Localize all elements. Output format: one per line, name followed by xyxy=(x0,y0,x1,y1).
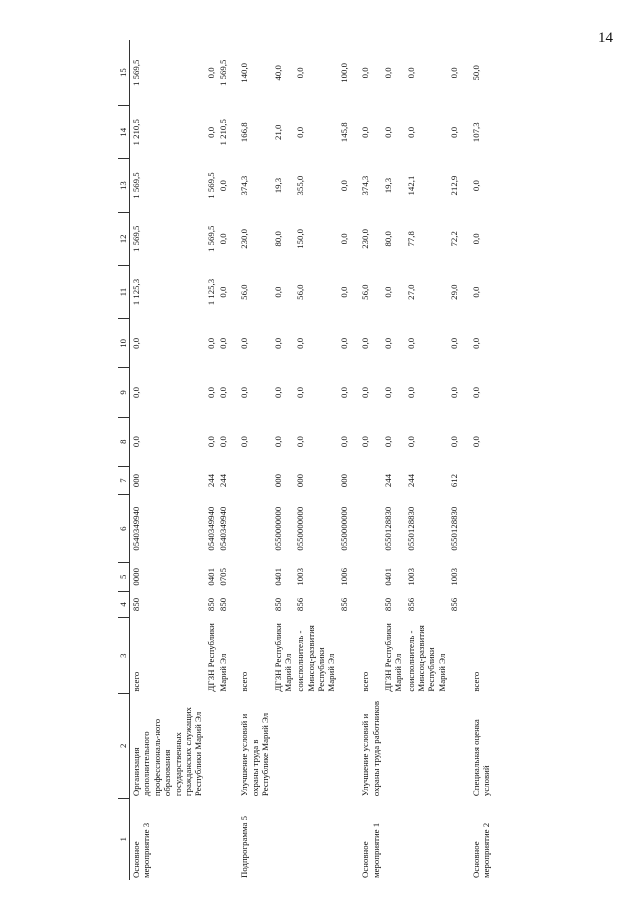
table-cell: 77,8 xyxy=(405,231,416,247)
table-cell: 0540349940 xyxy=(218,506,228,551)
table-cell: 0,0 xyxy=(218,337,228,349)
table-cell: 80,0 xyxy=(272,231,283,247)
table-cell: 0,0 xyxy=(131,436,141,448)
table-row xyxy=(272,40,295,880)
table-cell: 72,2 xyxy=(449,231,460,247)
table-cell xyxy=(405,694,449,798)
table-cell xyxy=(294,694,338,798)
table-cell: 0,0 xyxy=(470,233,481,245)
column-header: 2 xyxy=(118,694,130,798)
column-header: 13 xyxy=(118,159,130,212)
table-cell: 0,0 xyxy=(218,386,228,398)
table-cell: 0550000000 xyxy=(272,506,283,551)
table-cell: 0550128830 xyxy=(405,506,416,551)
table-cell xyxy=(272,694,295,798)
table-cell: 0,0 xyxy=(470,436,481,448)
budget-table xyxy=(118,40,492,880)
table-cell: Основное мероприятие 3 xyxy=(131,822,152,878)
table-cell xyxy=(382,798,405,880)
table-cell: 374,3 xyxy=(239,175,250,196)
column-header: 7 xyxy=(118,466,130,495)
table-cell: 0,0 xyxy=(382,337,393,349)
column-header: 4 xyxy=(118,591,130,618)
table-cell: 0,0 xyxy=(360,126,371,138)
table-cell: 612 xyxy=(449,473,460,488)
table-cell: 850 xyxy=(272,597,283,612)
table-cell: 244 xyxy=(205,473,216,488)
table-cell: 80,0 xyxy=(382,231,393,247)
table-cell: 000 xyxy=(295,473,306,488)
table-cell: 1 569,5 xyxy=(131,172,141,199)
table-cell: 0,0 xyxy=(470,386,481,398)
table-cell: 0,0 xyxy=(205,67,216,79)
table-cell: 0000 xyxy=(131,568,141,586)
column-header: 1 xyxy=(118,798,130,880)
table-cell: 244 xyxy=(405,473,416,488)
table-cell: 0,0 xyxy=(272,436,283,448)
table-cell: всего xyxy=(239,671,250,692)
table-cell: всего xyxy=(360,671,371,692)
table-row xyxy=(350,40,382,880)
table-cell: 856 xyxy=(405,597,416,612)
table-cell: 856 xyxy=(449,597,460,612)
table-cell xyxy=(338,694,350,798)
table-cell: Улучшение условий и охраны труда в Республике Марий Эл xyxy=(239,712,271,797)
table-cell xyxy=(461,466,493,495)
table-cell xyxy=(338,798,350,880)
table-cell: 150,0 xyxy=(295,228,306,249)
table-cell: Основное мероприятие 1 xyxy=(360,822,381,878)
table-cell: 1006 xyxy=(338,568,349,586)
table-cell xyxy=(461,562,493,591)
table-cell xyxy=(229,495,271,563)
table-cell xyxy=(338,618,350,694)
table-cell: Марий Эл xyxy=(218,653,228,692)
table-cell xyxy=(205,798,217,880)
page-number: 14 xyxy=(598,30,613,46)
table-cell: 244 xyxy=(382,473,393,488)
table-cell: 0,0 xyxy=(405,67,416,79)
table-cell: 0,0 xyxy=(205,386,216,398)
table-cell: 850 xyxy=(205,597,216,612)
table-cell: 0,0 xyxy=(449,436,460,448)
table-cell: 0,0 xyxy=(131,337,141,349)
table-row xyxy=(448,40,460,880)
table-cell: 0,0 xyxy=(218,286,228,298)
table-cell xyxy=(350,466,382,495)
table-cell: 0,0 xyxy=(272,337,283,349)
table-cell: ДГЗН Республики Марий Эл xyxy=(382,623,404,692)
table-cell: 0,0 xyxy=(218,233,228,245)
table-row xyxy=(205,40,217,880)
table-cell xyxy=(350,495,382,563)
column-header: 6 xyxy=(118,495,130,563)
table-cell: 1 125,3 xyxy=(205,278,216,306)
column-header: 3 xyxy=(118,618,130,694)
table-cell: 0705 xyxy=(218,568,228,586)
table-cell: 0,0 xyxy=(205,436,216,448)
table-cell: Основное мероприятие 2 xyxy=(470,822,491,878)
table-cell: 0,0 xyxy=(338,386,349,398)
table-cell: 0550128830 xyxy=(449,506,460,551)
table-cell: 0,0 xyxy=(382,126,393,138)
table-cell: 0540349940 xyxy=(205,506,216,551)
table-cell xyxy=(205,694,217,798)
table-cell: 000 xyxy=(338,473,349,488)
table-cell xyxy=(217,798,229,880)
table-cell: 0,0 xyxy=(470,286,481,298)
table-cell: 0,0 xyxy=(295,436,306,448)
table-cell: 29,0 xyxy=(449,284,460,300)
table-row xyxy=(217,40,229,880)
table-cell xyxy=(461,591,493,618)
table-cell: ДГЗН Республики xyxy=(205,623,216,692)
table-cell: соисполнитель - Минсоц-развития Республики Марий Эл xyxy=(295,625,337,692)
table-cell xyxy=(382,694,405,798)
table-cell: 1 569,5 xyxy=(218,59,228,87)
table-cell: 0550000000 xyxy=(295,506,306,551)
table-cell: Подпрограмма 5 xyxy=(239,816,250,878)
table-cell: 0,0 xyxy=(205,337,216,349)
table-cell: 850 xyxy=(218,597,228,612)
table-cell: соисполнитель - Минсоц-развития Республики Марий Эл xyxy=(405,625,447,692)
table-cell: 21,0 xyxy=(272,124,283,141)
table-row xyxy=(294,40,338,880)
table-cell: 355,0 xyxy=(295,175,306,196)
table-cell: 140,0 xyxy=(239,62,250,83)
table-cell: 0,0 xyxy=(205,126,216,138)
table-cell xyxy=(229,591,271,618)
table-cell: 1003 xyxy=(405,568,416,586)
table-cell: 0,0 xyxy=(449,337,460,349)
table-cell: 0,0 xyxy=(338,233,349,245)
column-header: 10 xyxy=(118,319,130,368)
table-cell: 0,0 xyxy=(218,436,228,448)
table-cell: 27,0 xyxy=(405,284,416,300)
table-cell xyxy=(272,798,295,880)
table-cell: 0,0 xyxy=(360,436,371,448)
table-cell xyxy=(448,798,460,880)
table-cell: 374,3 xyxy=(360,175,371,196)
table-cell: 230,0 xyxy=(360,228,371,249)
table-body xyxy=(130,40,493,880)
table-cell: 000 xyxy=(272,473,283,488)
table-cell: 0,0 xyxy=(360,67,371,79)
column-header: 14 xyxy=(118,106,130,159)
table-row xyxy=(229,40,271,880)
table-cell xyxy=(294,798,338,880)
table-cell: 56,0 xyxy=(295,284,306,300)
table-cell: 0,0 xyxy=(295,386,306,398)
table-cell: 0,0 xyxy=(239,436,250,448)
table-cell: 142,1 xyxy=(405,175,416,196)
table-cell: 0,0 xyxy=(338,180,349,192)
table-cell: 244 xyxy=(218,473,228,488)
table-row xyxy=(405,40,449,880)
table-cell: 0,0 xyxy=(272,286,283,298)
table-row xyxy=(130,40,205,880)
table-cell: 19,3 xyxy=(272,177,283,194)
table-cell: Организация дополнительного профессиональ-ного образования государственных гражданских служащих Республики Марий Эл xyxy=(131,707,204,797)
table-cell: 0,0 xyxy=(295,67,306,79)
table-cell: 40,0 xyxy=(272,65,283,81)
table-cell: 1003 xyxy=(449,568,460,586)
table-cell: 0,0 xyxy=(470,180,481,192)
table-cell: 212,9 xyxy=(449,175,460,196)
table-cell: 0,0 xyxy=(272,386,283,398)
table-row xyxy=(461,40,493,880)
column-header: 11 xyxy=(118,265,130,318)
table-cell: 0,0 xyxy=(295,126,306,138)
table-cell: 0,0 xyxy=(470,337,481,349)
table-cell: 0,0 xyxy=(449,126,460,138)
table-cell: 50,0 xyxy=(470,65,481,81)
table-cell: 1 569,5 xyxy=(205,172,216,199)
table-cell: 0401 xyxy=(382,568,393,586)
table-cell: 1 569,5 xyxy=(131,225,141,253)
table-cell: 850 xyxy=(131,597,141,612)
table-cell: 230,0 xyxy=(239,228,250,249)
table-cell xyxy=(448,694,460,798)
table-cell: 107,3 xyxy=(470,122,481,143)
table-cell: 1 125,3 xyxy=(131,278,141,306)
table-cell: 1 210,5 xyxy=(131,119,141,146)
table-cell: ДГЗН Республики Марий Эл xyxy=(272,623,293,692)
table-cell: 0,0 xyxy=(405,436,416,448)
table-cell: 1 569,5 xyxy=(131,59,141,87)
table-cell: 0,0 xyxy=(405,126,416,138)
table-cell: 0401 xyxy=(272,568,283,586)
table-cell: 000 xyxy=(131,473,141,488)
table-cell: Специальная оценка условий xyxy=(470,719,491,797)
table-cell: 0,0 xyxy=(360,337,371,349)
table-cell: 856 xyxy=(295,597,306,612)
table-cell: 856 xyxy=(338,597,349,612)
table-cell: 0,0 xyxy=(360,386,371,398)
table-cell xyxy=(229,562,271,591)
table-row xyxy=(338,40,350,880)
table-cell: 0,0 xyxy=(338,436,349,448)
table-cell: 0540349940 xyxy=(131,506,141,551)
table-row xyxy=(382,40,405,880)
column-header: 5 xyxy=(118,562,130,591)
table-cell: 0401 xyxy=(205,568,216,586)
table-cell: 0,0 xyxy=(295,337,306,349)
table-cell xyxy=(350,562,382,591)
table-cell: 0,0 xyxy=(449,386,460,398)
table-cell: 0,0 xyxy=(382,386,393,398)
column-header: 15 xyxy=(118,40,130,106)
table-cell: 0,0 xyxy=(239,337,250,349)
table-cell: 0,0 xyxy=(405,386,416,398)
table-cell: 0,0 xyxy=(239,386,250,398)
table-cell: 0,0 xyxy=(382,67,393,79)
table-cell: 0,0 xyxy=(382,436,393,448)
table-cell: 0,0 xyxy=(382,286,393,298)
table-cell: 1 210,5 xyxy=(218,119,228,146)
table-cell: 0,0 xyxy=(338,286,349,298)
table-cell xyxy=(217,694,229,798)
table-cell: 0550128830 xyxy=(382,506,393,551)
table-cell: всего xyxy=(470,671,481,692)
column-header: 8 xyxy=(118,417,130,466)
table-cell: 0,0 xyxy=(449,67,460,79)
column-header: 9 xyxy=(118,368,130,417)
table-cell: 145,8 xyxy=(338,122,349,143)
table-cell: 1 569,5 xyxy=(205,225,216,253)
table-cell: 0,0 xyxy=(218,180,228,192)
table-cell xyxy=(350,591,382,618)
table-cell: 0,0 xyxy=(405,337,416,349)
table-cell xyxy=(405,798,449,880)
table-cell: 850 xyxy=(382,597,393,612)
table-cell: 166,8 xyxy=(239,122,250,143)
table-cell: всего xyxy=(131,671,141,692)
table-cell xyxy=(229,466,271,495)
table-cell: Улучшение условий и охраны труда работников xyxy=(360,701,381,797)
table-cell xyxy=(448,618,460,694)
table-cell: 0,0 xyxy=(131,386,141,398)
header-row xyxy=(118,40,130,880)
table-cell xyxy=(461,495,493,563)
table-cell: 19,3 xyxy=(382,177,393,194)
table-cell: 56,0 xyxy=(239,284,250,300)
table-cell: 0,0 xyxy=(338,337,349,349)
table-cell: 0550000000 xyxy=(338,506,349,551)
table-cell: 56,0 xyxy=(360,284,371,300)
column-header: 12 xyxy=(118,212,130,265)
rotated-table-container xyxy=(118,40,613,880)
table-cell: 100,0 xyxy=(338,62,349,83)
table-cell: 1003 xyxy=(295,568,306,586)
